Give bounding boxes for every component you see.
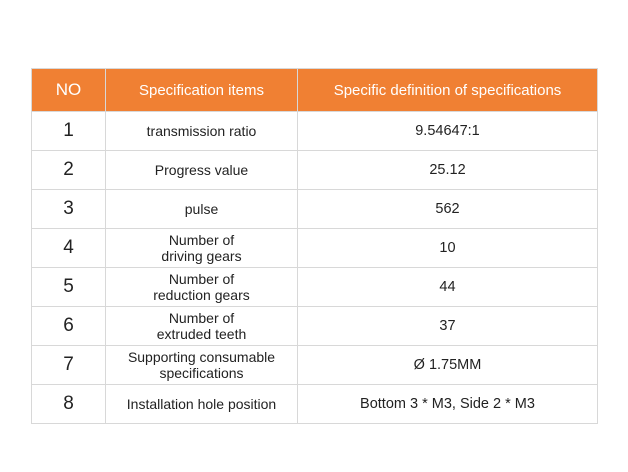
table-row [32,112,598,151]
table-row [32,190,598,229]
row-item [106,151,298,190]
row-item-line1: Number of [168,231,235,248]
row-definition: 10 [298,229,598,268]
header-specific-definition: Specific definition of specifications [298,69,598,112]
row-definition: 562 [298,190,598,229]
row-item-line1: Progress value [154,161,249,178]
row-item-line1: pulse [184,200,219,217]
header-specification-items: Specification items [106,69,298,112]
row-definition: Ø 1.75MM [298,346,598,385]
row-item-line1: Number of [168,309,235,326]
row-item [106,229,298,268]
table-row [32,307,598,346]
row-number: 4 [32,229,106,268]
specifications-table [31,68,598,424]
row-item [106,112,298,151]
row-item-line1: Supporting consumable [127,348,276,365]
row-number: 7 [32,346,106,385]
header-no: NO [32,69,106,112]
row-item-line1: Number of [168,270,235,287]
row-number: 5 [32,268,106,307]
row-item-line2: specifications [159,365,244,381]
row-item [106,190,298,229]
row-item-line1: transmission ratio [146,122,257,139]
table-header [32,69,598,112]
table-row [32,151,598,190]
row-number: 6 [32,307,106,346]
row-number: 8 [32,385,106,424]
table-body [32,112,598,424]
row-item-line2: extruded teeth [156,326,247,342]
row-item-line1: Installation hole position [126,395,277,412]
row-number: 2 [32,151,106,190]
row-item-line2: driving gears [161,248,242,264]
table-row [32,229,598,268]
row-item [106,307,298,346]
row-number: 3 [32,190,106,229]
row-definition: 9.54647:1 [298,112,598,151]
table-row [32,346,598,385]
row-item-line2: reduction gears [153,287,250,303]
row-definition: 25.12 [298,151,598,190]
table-row [32,268,598,307]
table-row [32,385,598,424]
row-item [106,268,298,307]
table-header-row [32,69,598,112]
row-item [106,346,298,385]
specifications-table-container [31,68,597,424]
row-definition: 44 [298,268,598,307]
row-item [106,385,298,424]
row-definition: Bottom 3 * M3, Side 2 * M3 [298,385,598,424]
row-number: 1 [32,112,106,151]
row-definition: 37 [298,307,598,346]
